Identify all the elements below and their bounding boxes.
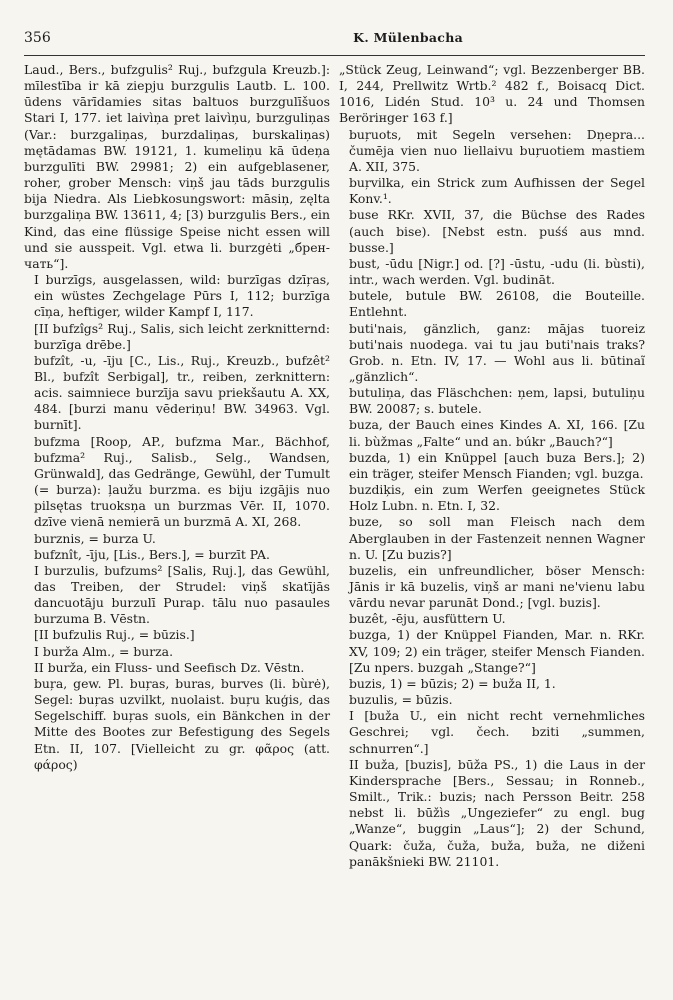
entry-paragraph: I burža Alm., = burza. bbox=[34, 643, 174, 659]
entry-paragraph: Laud., Bers., bufzgulis² Ruj., bufzgula Kreuzb.]: mīlestība ir kā ziepju burzgulis Lautb. L. 100. ūdens vārīdamies sitas baltuos burzgulīšuos Stari I, 177. iet laivìņa pret laivìņu, burzguliņas (Var.: burzgaliņas, burzdaliņas, burskaliņas) mętādamas BW. 19121, 1. kumeliņu kā ūdeņa burzgulīti BW. 29981; 2) ein aufgeblasener, roher, grober Mensch: viņš jau tāds burzgulis bija Niedra. Als Liebkosungswort: māsiņ, zęlta burzgaliņa BW. 13611, 4; [3) burzgulis Bers., ein Kind, das eine flüssige Speise nicht essen will und sie ausspeit. Vgl. etwa li. burzgėti „брен-чать“]. bbox=[24, 62, 330, 271]
entry-paragraph: I [buža U., ein nicht recht vernehmliches Geschrei; vgl. čech. bziti „summen, schnurren“.] bbox=[349, 708, 645, 756]
entry-paragraph: buzdiķis, ein zum Werfen geeignetes Stück Holz Lubn. n. Etn. I, 32. bbox=[349, 482, 645, 514]
entry-paragraph: bufzma [Roop, AP., bufzma Mar., Bächhof, bufzma² Ruj., Salisb., Selg., Wandsen, Grünwald], das Gedränge, Gewühl, der Tumult (= burza): ļaužu burzma. es biju izgājis nuo pilsętas truoksņa un burzmas Vēr. II, 1070. dzīve vienā nemierā un burzmā A. XI, 268. bbox=[34, 433, 330, 530]
entry-paragraph: „Stück Zeug, Leinwand“; vgl. Bezzenberger BB. I, 244, Prellwitz Wrtb.² 482 f., Boisacq Dict. 1016, Lidén Stud. 10³ u. 24 und Thomsen Berörінger 163 f.] bbox=[339, 62, 645, 126]
entry-paragraph: butuliņa, das Fläschchen: ņem, lapsi, butuliņu BW. 20087; s. butele. bbox=[349, 385, 645, 417]
running-head: K. Mülenbacha bbox=[353, 30, 463, 45]
page-header bbox=[24, 30, 643, 54]
entry-paragraph: buŗvilka, ein Strick zum Aufhissen der Segel Konv.¹. bbox=[349, 175, 645, 207]
entry-paragraph: bufzît, -u, -īju [C., Lis., Ruj., Kreuzb., bufzêt² Bl., bufzît Serbigal], tr., reiben, zerknittern: acis. saimniece burzīja savu priekšautu A. XX, 484. [burzi manu vēderiņu! BW. 34963. Vgl. burnīt]. bbox=[34, 352, 330, 433]
entry-paragraph: I burzulis, bufzums² [Salis, Ruj.], das Gewühl, das Treiben, der Strudel: viņš skatījās dancuotāju burzulī Purap. tālu nuo pasaules burzuma B. Vēstn. bbox=[34, 562, 330, 627]
entry-paragraph: bufznît, -īju, [Lis., Bers.], = burzīt PA. bbox=[34, 546, 270, 562]
entry-paragraph: buŗuots, mit Segeln versehen: Dņepra... čumēja vien nuo liellaivu buŗuotiem mastiem A. XII, 375. bbox=[349, 126, 645, 174]
entry-paragraph: buze, so soll man Fleisch nach dem Aberglauben in der Fastenzeit nennen Wagner n. U. [Zu buzis?] bbox=[349, 514, 645, 562]
entry-paragraph: [II bufzîgs² Ruj., Salis, sich leicht zerknitternd: burzīga drēbe.] bbox=[34, 320, 330, 352]
entry-paragraph: buse RKr. XVII, 37, die Büchse des Rades (auch bise). [Nebst estn. puśś aus mnd. busse.] bbox=[349, 207, 645, 255]
entry-paragraph: II buža, [buzis], būža PS., 1) die Laus in der Kindersprache [Bers., Sessau; in Ronneb., Smilt., Trik.: buzis; nach Persson Beitr. 258 nebst li. būžìs „Ungeziefer“ zu engl. bug „Wanze“, buggin „Laus“]; 2) der Schund, Quark: čuža, čuža, buža, buža, ne diženi panākšnieki BW. 21101. bbox=[349, 756, 645, 869]
page-number: 356 bbox=[24, 30, 51, 46]
entry-paragraph: I burzīgs, ausgelassen, wild: burzīgas dzīŗas, ein wüstes Zechgelage Pūrs I, 112; burzīga cīņa, heftiger, wilder Kampf I, 117. bbox=[34, 272, 330, 320]
entry-paragraph: buzêt, -ēju, ausfüttern U. bbox=[349, 611, 506, 627]
entry-paragraph: buzulis, = būzis. bbox=[349, 692, 453, 708]
entry-paragraph: buzelis, ein unfreundlicher, böser Mensch: Jānis ir kā buzelis, viņš ar mani ne'vienu labu vārdu nevar parunāt Dond.; [vgl. buzis]. bbox=[349, 562, 645, 611]
entry-paragraph: [II bufzulis Ruj., = būzis.] bbox=[34, 627, 195, 643]
entry-paragraph: butele, butule BW. 26108, die Bouteille. Entlehnt. bbox=[349, 288, 645, 320]
entry-paragraph: II burža, ein Fluss- und Seefisch Dz. Vēstn. bbox=[34, 659, 305, 675]
entry-paragraph: bust, -ūdu [Nigr.] od. [?] -ūstu, -udu (li. bùsti), intr., wach werden. Vgl. budināt. bbox=[349, 255, 645, 288]
entry-paragraph: buŗa, gew. Pl. buŗas, buras, burves (li. bùrė), Segel: buŗas uzvilkt, nuolaist. buŗu kuģis, das Segelschiff. buŗas suols, ein Bänkchen in der Mitte des Bootes zur Befestigung des Segels Etn. II, 107. [Vielleicht zu gr. φᾶρος (att. φάρος) bbox=[34, 675, 330, 772]
right-column bbox=[339, 62, 645, 870]
left-column bbox=[24, 62, 330, 773]
entry-paragraph: burznis, = burza U. bbox=[34, 530, 156, 546]
entry-paragraph: buti'nais, gänzlich, ganz: mājas tuoreiz buti'nais nuodega. vai tu jau buti'nais traks? Grob. n. Etn. IV, 17. — Wohl aus li. būtinaĩ „gänzlich“. bbox=[349, 320, 645, 384]
entry-paragraph: buzga, 1) der Knüppel Fianden, Mar. n. RKr. XV, 109; 2) ein träger, steifer Mensch Fianden. [Zu npers. buzgah „Stange?“] bbox=[349, 627, 645, 675]
entry-paragraph: buza, der Bauch eines Kindes A. XI, 166. [Zu li. bùžmas „Falte“ und an. búkr „Bauch?“] bbox=[349, 417, 645, 449]
entry-paragraph: buzis, 1) = būzis; 2) = buža II, 1. bbox=[349, 675, 556, 691]
entry-paragraph: buzda, 1) ein Knüppel [auch buza Bers.]; 2) ein träger, steifer Mensch Fianden; vgl. buzga. bbox=[349, 449, 645, 481]
header-rule bbox=[24, 55, 645, 56]
